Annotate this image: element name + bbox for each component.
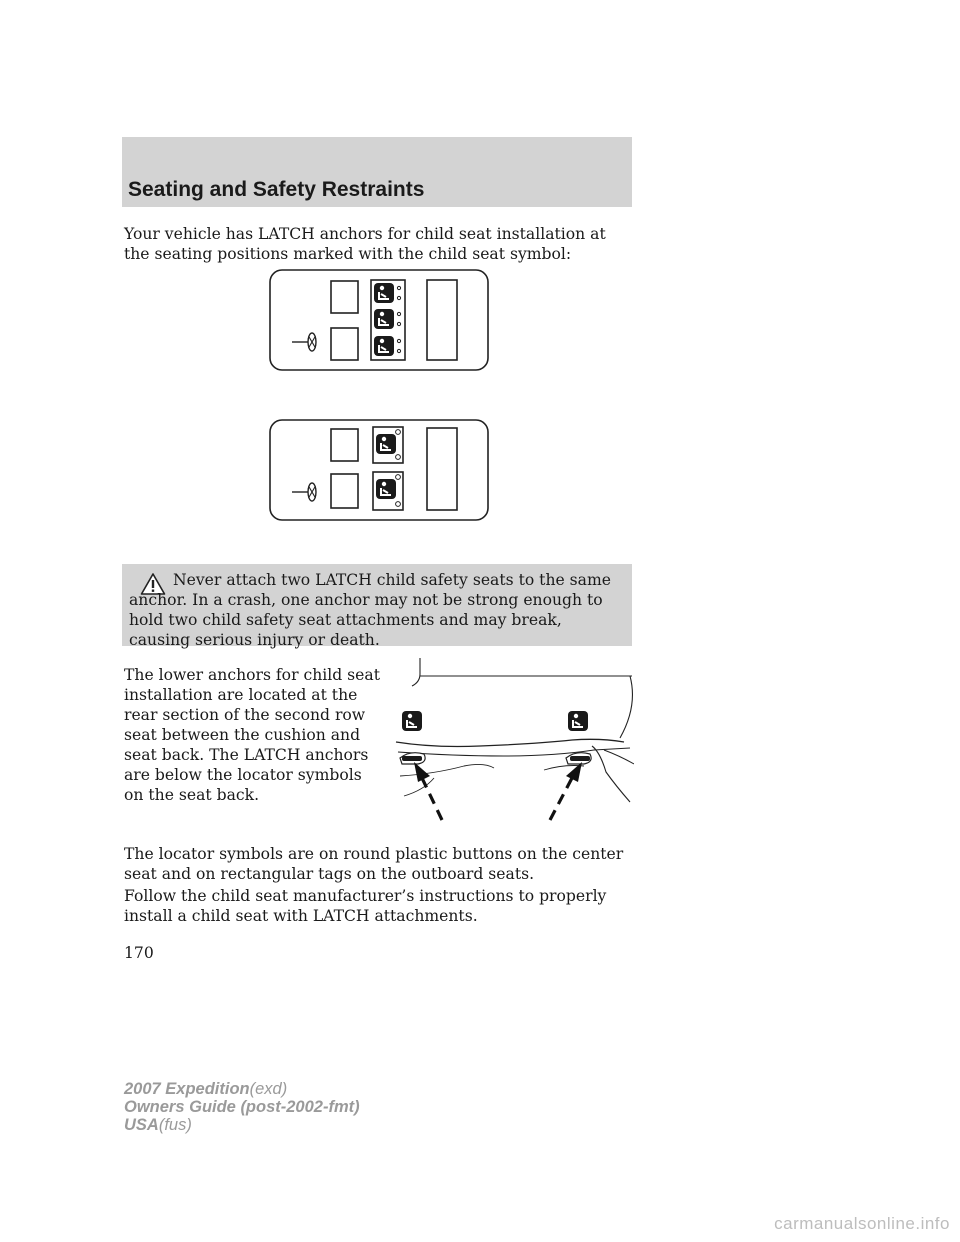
intro-paragraph: Your vehicle has LATCH anchors for child seat installation at the seating positions marked with the child seat symbol: [124,225,606,263]
arrow-right [550,762,582,820]
lower-anchors-paragraph: The lower anchors for child seat installation are located at the rear section of the second row seat between the cushion and seat back. The LATCH anchors are below the locator symbols on the seat back. [124,666,380,804]
child-seat-icon [568,711,588,731]
footer-guide: Owners Guide (post-2002-fmt) [124,1098,360,1116]
watermark: carmanualsonline.info [774,1214,950,1233]
latch-anchor-right [566,753,591,764]
latch-anchor-illustration [394,656,634,826]
section-title: Seating and Safety Restraints [128,178,425,201]
warning-text: Never attach two LATCH child safety seats to the same anchor. In a crash, one anchor may not be strong enough to hold two child safety seat attachments and may break, causing serious injury or death. [129,571,611,649]
follow-instructions-paragraph: Follow the child seat manufacturer’s instructions to properly install a child seat with LATCH attachments. [124,887,607,925]
footer-market: USA [124,1116,159,1134]
seating-diagram-three-positions [268,268,490,372]
footer-model-code: (exd) [249,1080,288,1098]
document-footer [124,1080,360,1134]
latch-anchor-left [400,753,425,764]
locator-paragraph: The locator symbols are on round plastic buttons on the center seat and on rectangular tags on the outboard seats. [124,845,624,883]
footer-market-code: (fus) [158,1116,192,1134]
child-seat-icon [402,711,422,731]
arrow-left [414,762,442,820]
page-number: 170 [124,944,154,962]
footer-model: 2007 Expedition [124,1080,250,1098]
warning-box [122,564,632,649]
seating-diagram-two-positions [268,418,490,522]
